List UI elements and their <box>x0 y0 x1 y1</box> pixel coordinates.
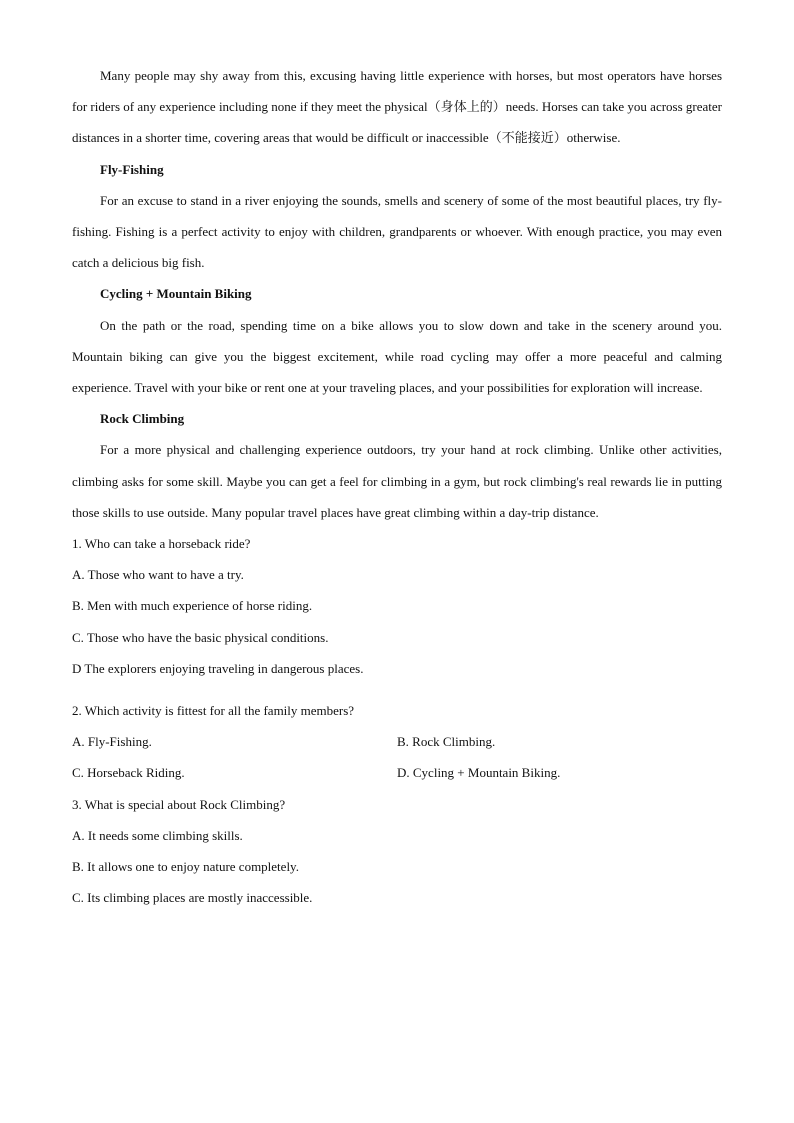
paragraph-rock-climbing: For a more physical and challenging experience outdoors, try your hand at rock climbing. Unlike other activities, climbing asks for some skill. Maybe you can get a feel for climbing in a gym, but rock climbing's real rewards lie in putting those skills to use outside. Many popular travel places have great climbing within a day-trip distance. <box>72 442 722 520</box>
question-1-option-c: C. Those who have the basic physical conditions. <box>72 629 329 645</box>
question-1-option-b: B. Men with much experience of horse riding. <box>72 598 313 614</box>
question-1-option-a: A. Those who want to have a try. <box>72 567 244 583</box>
question-3-option-c: C. Its climbing places are mostly inaccessible. <box>72 890 313 906</box>
question-1-option-d: D The explorers enjoying traveling in dangerous places. <box>72 660 364 676</box>
question-2-option-b: B. Rock Climbing. <box>397 734 496 750</box>
heading-cycling: Cycling + Mountain Biking <box>100 286 252 302</box>
spacer <box>72 684 722 695</box>
question-2-option-c: C. Horseback Riding. <box>72 765 185 781</box>
question-2-stem: 2. Which activity is fittest for all the family members? <box>72 703 355 719</box>
question-2-option-d: D. Cycling + Mountain Biking. <box>397 765 561 781</box>
paragraph-fly-fishing: For an excuse to stand in a river enjoying the sounds, smells and scenery of some of the most beautiful places, try fly-fishing. Fishing is a perfect activity to enjoy with children, grandparents or whoever. With enough practice, you may even catch a delicious big fish. <box>72 192 722 271</box>
paragraph-horseback: Many people may shy away from this, excusing having little experience with horses, but most operators have horses for riders of any experience including none if they meet the physical（身体上的）needs. Horses can take you across greater distances in a shorter time, covering areas that would be difficult or inaccessible（不能接近）otherwise. <box>72 68 722 146</box>
question-3-option-a: A. It needs some climbing skills. <box>72 827 243 843</box>
heading-rock-climbing: Rock Climbing <box>100 411 185 427</box>
paragraph-cycling: On the path or the road, spending time on a bike allows you to slow down and take in the scenery around you. Mountain biking can give you the biggest excitement, while road cycling may offer a more peaceful and calming experience. Travel with your bike or rent one at your traveling places, and your possibilities for exploration will increase. <box>72 317 722 396</box>
question-1-stem: 1. Who can take a horseback ride? <box>72 536 251 552</box>
question-3-stem: 3. What is special about Rock Climbing? <box>72 796 286 812</box>
question-2-options-row-2 <box>72 757 722 788</box>
question-3-option-b: B. It allows one to enjoy nature completely. <box>72 859 299 875</box>
question-2-option-a: A. Fly-Fishing. <box>72 734 152 750</box>
document-page <box>72 60 722 913</box>
question-2-options-row-1 <box>72 726 722 757</box>
heading-fly-fishing: Fly-Fishing <box>100 161 164 177</box>
